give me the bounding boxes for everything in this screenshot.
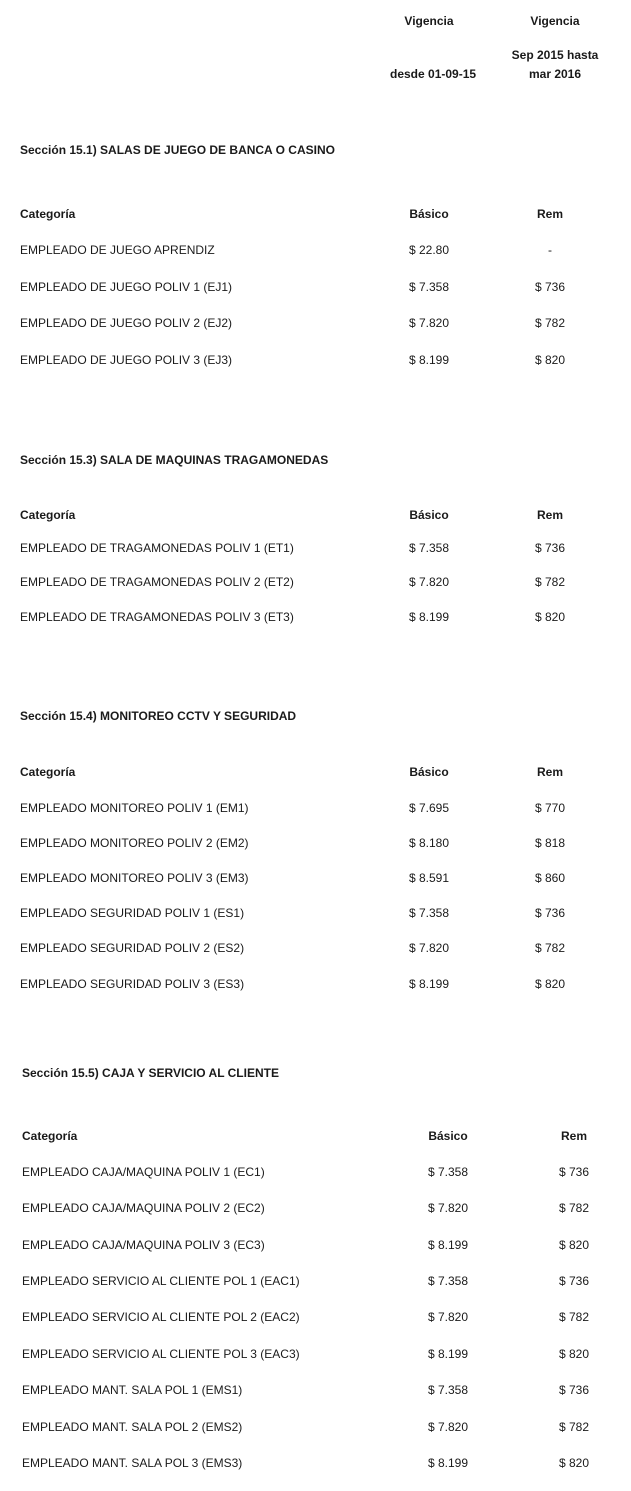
row-basic-value: $ 7.358 [408,541,450,555]
row-category: EMPLEADO DE TRAGAMONEDAS POLIV 1 (ET1) [20,541,294,555]
row-category: EMPLEADO DE JUEGO APRENDIZ [20,243,215,257]
column-header-basic: Básico [409,207,449,221]
row-category: EMPLEADO SEGURIDAD POLIV 1 (ES1) [20,906,245,920]
row-basic-value: $ 8.591 [408,871,450,885]
row-basic-value: $ 8.199 [408,610,450,624]
header-col2-sub1: Sep 2015 hasta [511,48,599,62]
row-category: EMPLEADO MONITOREO POLIV 3 (EM3) [20,871,249,885]
row-category: EMPLEADO DE JUEGO POLIV 2 (EJ2) [20,316,233,330]
row-category: EMPLEADO DE TRAGAMONEDAS POLIV 2 (ET2) [20,575,294,589]
row-category: EMPLEADO DE JUEGO POLIV 1 (EJ1) [20,280,233,294]
row-basic-value: $ 7.358 [427,1165,469,1179]
row-rem-value: $ 820 [558,1238,590,1252]
row-rem-value: $ 782 [558,1310,590,1324]
row-rem-value: $ 770 [534,801,566,815]
row-category: EMPLEADO MONITOREO POLIV 2 (EM2) [20,836,249,850]
row-rem-value: $ 820 [534,977,566,991]
row-basic-value: $ 22.80 [408,243,450,257]
header-col1-title: Vigencia [404,14,454,28]
row-rem-value: $ 736 [558,1165,590,1179]
column-header-category: Categoría [20,508,76,522]
row-category: EMPLEADO SERVICIO AL CLIENTE POL 2 (EAC2) [22,1310,300,1324]
row-rem-value: $ 860 [534,871,566,885]
column-header-rem: Rem [560,1129,587,1143]
row-rem-value: $ 736 [534,541,566,555]
row-basic-value: $ 8.199 [408,353,450,367]
row-rem-value: $ 736 [558,1383,590,1397]
row-category: EMPLEADO SERVICIO AL CLIENTE POL 1 (EAC1) [22,1274,300,1288]
section-title: Sección 15.3) SALA DE MAQUINAS TRAGAMONEDAS [20,453,329,467]
row-basic-value: $ 7.695 [408,801,450,815]
row-category: EMPLEADO SEGURIDAD POLIV 3 (ES3) [20,977,245,991]
column-header-rem: Rem [536,207,563,221]
row-rem-value: $ 820 [534,610,566,624]
column-header-category: Categoría [20,765,76,779]
row-category: EMPLEADO CAJA/MAQUINA POLIV 3 (EC3) [22,1238,265,1252]
row-basic-value: $ 7.358 [408,280,450,294]
column-header-basic: Básico [409,765,449,779]
row-rem-value: $ 782 [534,575,566,589]
row-category: EMPLEADO MANT. SALA POL 1 (EMS1) [22,1383,243,1397]
header-col2-title: Vigencia [530,14,580,28]
row-basic-value: $ 7.358 [408,906,450,920]
row-basic-value: $ 7.820 [408,575,450,589]
header-col1-sub: desde 01-09-15 [390,67,477,81]
row-category: EMPLEADO MANT. SALA POL 2 (EMS2) [22,1420,243,1434]
row-category: EMPLEADO CAJA/MAQUINA POLIV 2 (EC2) [22,1201,265,1215]
row-basic-value: $ 8.199 [408,977,450,991]
row-rem-value: $ 736 [558,1274,590,1288]
row-rem-value: $ 782 [534,941,566,955]
section-title: Sección 15.1) SALAS DE JUEGO DE BANCA O CASINO [20,143,335,157]
row-rem-value: $ 782 [534,316,566,330]
row-category: EMPLEADO SERVICIO AL CLIENTE POL 3 (EAC3) [22,1347,300,1361]
row-rem-value: $ 782 [558,1201,590,1215]
row-rem-value: $ 820 [534,353,566,367]
row-rem-value: $ 818 [534,836,566,850]
section-title: Sección 15.4) MONITOREO CCTV Y SEGURIDAD [20,709,297,723]
column-header-basic: Básico [428,1129,468,1143]
row-basic-value: $ 8.199 [427,1456,469,1470]
row-basic-value: $ 7.820 [408,316,450,330]
row-category: EMPLEADO MANT. SALA POL 3 (EMS3) [22,1456,243,1470]
header-col2-sub2: mar 2016 [528,67,582,81]
row-basic-value: $ 7.820 [408,941,450,955]
row-rem-value: $ 736 [534,280,566,294]
row-rem-value: $ 736 [534,906,566,920]
row-basic-value: $ 7.820 [427,1201,469,1215]
section-title: Sección 15.5) CAJA Y SERVICIO AL CLIENTE [22,1066,279,1080]
row-basic-value: $ 8.199 [427,1347,469,1361]
row-basic-value: $ 8.180 [408,836,450,850]
row-category: EMPLEADO SEGURIDAD POLIV 2 (ES2) [20,941,245,955]
row-basic-value: $ 7.358 [427,1383,469,1397]
row-category: EMPLEADO DE JUEGO POLIV 3 (EJ3) [20,353,233,367]
row-category: EMPLEADO DE TRAGAMONEDAS POLIV 3 (ET3) [20,610,294,624]
column-header-rem: Rem [536,508,563,522]
column-header-category: Categoría [20,207,76,221]
row-basic-value: $ 7.820 [427,1310,469,1324]
column-header-basic: Básico [409,508,449,522]
row-rem-value: $ 820 [558,1456,590,1470]
row-basic-value: $ 7.820 [427,1420,469,1434]
row-basic-value: $ 8.199 [427,1238,469,1252]
row-basic-value: $ 7.358 [427,1274,469,1288]
row-rem-value: $ 782 [558,1420,590,1434]
row-rem-value: $ 820 [558,1347,590,1361]
column-header-category: Categoría [22,1129,78,1143]
row-category: EMPLEADO MONITOREO POLIV 1 (EM1) [20,801,249,815]
column-header-rem: Rem [536,765,563,779]
row-category: EMPLEADO CAJA/MAQUINA POLIV 1 (EC1) [22,1165,265,1179]
row-rem-value: - [548,243,552,257]
